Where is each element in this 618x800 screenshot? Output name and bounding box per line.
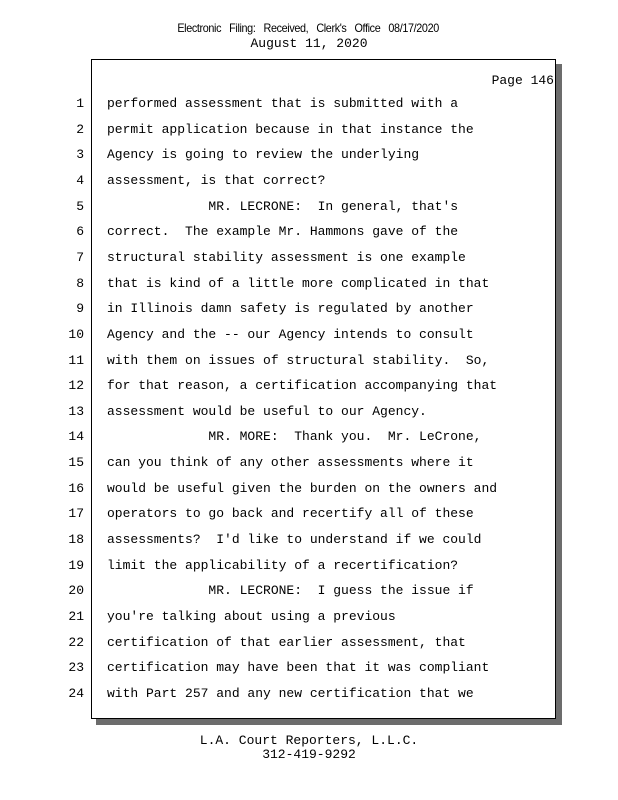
line-number: 5 — [76, 199, 84, 214]
transcript-line: permit application because in that instance the — [107, 122, 474, 137]
transcript-line: performed assessment that is submitted with a — [107, 96, 459, 111]
reporter-phone: 312-419-9292 — [262, 747, 356, 762]
line-number: 19 — [68, 558, 84, 573]
transcript-line: correct. The example Mr. Hammons gave of the — [107, 224, 459, 239]
transcript-line: assessment, is that correct? — [107, 173, 326, 188]
line-number: 10 — [68, 327, 84, 342]
transcript-line: would be useful given the burden on the owners and — [107, 481, 498, 496]
line-number: 3 — [76, 147, 84, 162]
line-number: 4 — [76, 173, 84, 188]
line-number: 23 — [68, 660, 84, 675]
line-number: 6 — [76, 224, 84, 239]
transcript-line: MR. LECRONE: I guess the issue if — [107, 583, 474, 598]
transcript-line: can you think of any other assessments where it — [107, 455, 474, 470]
line-number: 22 — [68, 635, 84, 650]
transcript-line: for that reason, a certification accompanying that — [107, 378, 498, 393]
transcript-line: Agency and the -- our Agency intends to consult — [107, 327, 474, 342]
line-number: 13 — [68, 404, 84, 419]
transcript-line: in Illinois damn safety is regulated by another — [107, 301, 474, 316]
line-number: 9 — [76, 301, 84, 316]
line-number: 8 — [76, 276, 84, 291]
line-number: 11 — [68, 353, 84, 368]
filing-stamp: Electronic Filing: Received, Clerk's Office 08/17/2020 — [177, 21, 439, 35]
line-number: 14 — [68, 429, 84, 444]
line-number: 12 — [68, 378, 84, 393]
transcript-line: certification of that earlier assessment, that — [107, 635, 466, 650]
transcript-line: MR. LECRONE: In general, that's — [107, 199, 459, 214]
line-number: 20 — [68, 583, 84, 598]
page-number: Page 146 — [491, 73, 554, 88]
line-number: 24 — [68, 686, 84, 701]
transcript-line: with Part 257 and any new certification that we — [107, 686, 474, 701]
transcript-line: that is kind of a little more complicated in that — [107, 276, 490, 291]
line-number: 18 — [68, 532, 84, 547]
transcript-date: August 11, 2020 — [250, 36, 368, 51]
line-number: 2 — [76, 122, 84, 137]
transcript-line: assessment would be useful to our Agency. — [107, 404, 427, 419]
line-number: 21 — [68, 609, 84, 624]
line-number: 15 — [68, 455, 84, 470]
transcript-line: operators to go back and recertify all of these — [107, 506, 474, 521]
line-number: 1 — [76, 96, 84, 111]
transcript-line: structural stability assessment is one example — [107, 250, 466, 265]
line-number: 17 — [68, 506, 84, 521]
line-number: 16 — [68, 481, 84, 496]
reporter-company: L.A. Court Reporters, L.L.C. — [199, 733, 419, 748]
line-number: 7 — [76, 250, 84, 265]
transcript-line: MR. MORE: Thank you. Mr. LeCrone, — [107, 429, 482, 444]
transcript-line: certification may have been that it was compliant — [107, 660, 490, 675]
transcript-line: you're talking about using a previous — [107, 609, 396, 624]
transcript-line: assessments? I'd like to understand if we could — [107, 532, 482, 547]
transcript-line: with them on issues of structural stability. So, — [107, 353, 490, 368]
transcript-line: Agency is going to review the underlying — [107, 147, 420, 162]
transcript-line: limit the applicability of a recertification? — [107, 558, 459, 573]
